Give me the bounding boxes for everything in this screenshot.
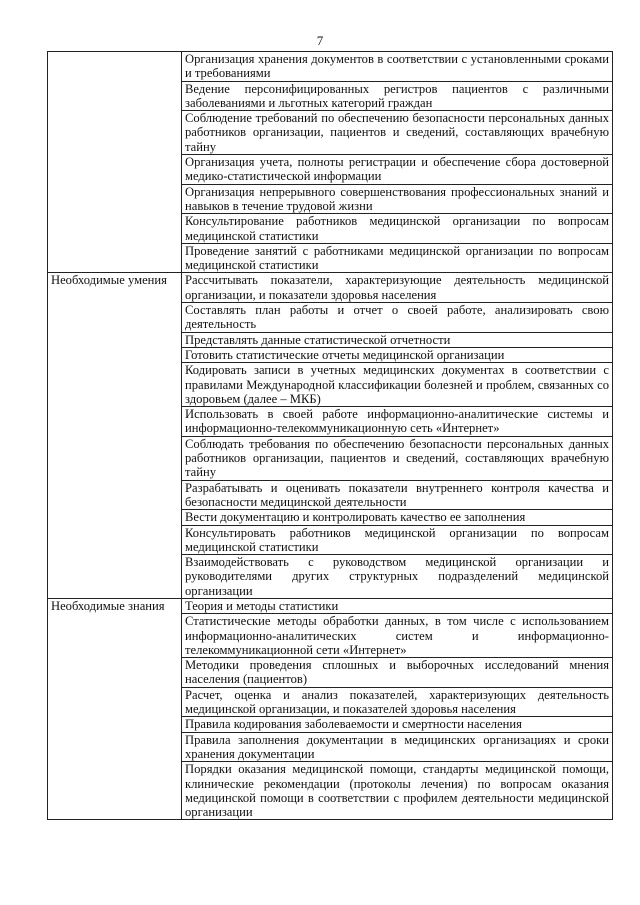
- requirement-item: Правила заполнения документации в медицинских организациях и сроки хранения документации: [182, 732, 613, 762]
- requirement-item: Соблюдение требований по обеспечению безопасности персональных данных работников организации, пациентов и сведений, составляющих врачебную тайну: [182, 111, 613, 155]
- requirement-item: Соблюдать требования по обеспечению безопасности персональных данных работников организации, пациентов и сведений, составляющих врачебную тайну: [182, 436, 613, 480]
- table-row: [48, 52, 613, 82]
- requirement-item: Составлять план работы и отчет о своей работе, анализировать свою деятельность: [182, 303, 613, 333]
- requirement-item: Ведение персонифицированных регистров пациентов с различными заболеваниями и льготных категорий граждан: [182, 81, 613, 111]
- requirement-item: Теория и методы статистики: [182, 598, 613, 613]
- requirement-item: Методики проведения сплошных и выборочных исследований мнения населения (пациентов): [182, 658, 613, 688]
- requirements-table-body: [48, 52, 613, 820]
- requirement-item: Организация непрерывного совершенствования профессиональных знаний и навыков в течение трудовой жизни: [182, 184, 613, 214]
- requirement-item: Взаимодействовать с руководством медицинской организации и руководителями других структурных подразделений медицинской организации: [182, 555, 613, 599]
- requirement-item: Порядки оказания медицинской помощи, стандарты медицинской помощи, клинические рекомендации (протоколы лечения) по вопросам оказания медицинской помощи в соответствии с профилем деятельности медицинской организации: [182, 762, 613, 820]
- requirement-item: Статистические методы обработки данных, в том числе с использованием информационно-аналитических систем и информационно-телекоммуникационной сети «Интернет»: [182, 614, 613, 658]
- requirement-item: Организация хранения документов в соответствии с установленными сроками и требованиями: [182, 52, 613, 82]
- requirement-item: Вести документацию и контролировать качество ее заполнения: [182, 510, 613, 525]
- requirement-item: Готовить статистические отчеты медицинской организации: [182, 347, 613, 362]
- requirement-item: Консультировать работников медицинской организации по вопросам медицинской статистики: [182, 525, 613, 555]
- section-label: Необходимые умения: [48, 273, 182, 599]
- requirement-item: Рассчитывать показатели, характеризующие деятельность медицинской организации, и показатели здоровья населения: [182, 273, 613, 303]
- requirements-table: [47, 51, 613, 820]
- requirement-item: Использовать в своей работе информационно-аналитические системы и информационно-телекоммуникационную сеть «Интернет»: [182, 407, 613, 437]
- page-number: 7: [316, 33, 324, 48]
- table-row: [48, 598, 613, 613]
- requirement-item: Консультирование работников медицинской организации по вопросам медицинской статистики: [182, 214, 613, 244]
- requirement-item: Разрабатывать и оценивать показатели внутреннего контроля качества и безопасности медицинской деятельности: [182, 480, 613, 510]
- section-label: [48, 52, 182, 273]
- requirement-item: Проведение занятий с работниками медицинской организации по вопросам медицинской статистики: [182, 243, 613, 273]
- table-row: [48, 273, 613, 303]
- requirement-item: Кодировать записи в учетных медицинских документах в соответствии с правилами Международной классификации болезней и проблем, связанных со здоровьем (далее – МКБ): [182, 363, 613, 407]
- requirement-item: Представлять данные статистической отчетности: [182, 332, 613, 347]
- requirement-item: Правила кодирования заболеваемости и смертности населения: [182, 717, 613, 732]
- requirement-item: Организация учета, полноты регистрации и обеспечение сбора достоверной медико-статистической информации: [182, 155, 613, 185]
- requirement-item: Расчет, оценка и анализ показателей, характеризующих деятельность медицинской организации, и показателей здоровья населения: [182, 687, 613, 717]
- section-label: Необходимые знания: [48, 598, 182, 819]
